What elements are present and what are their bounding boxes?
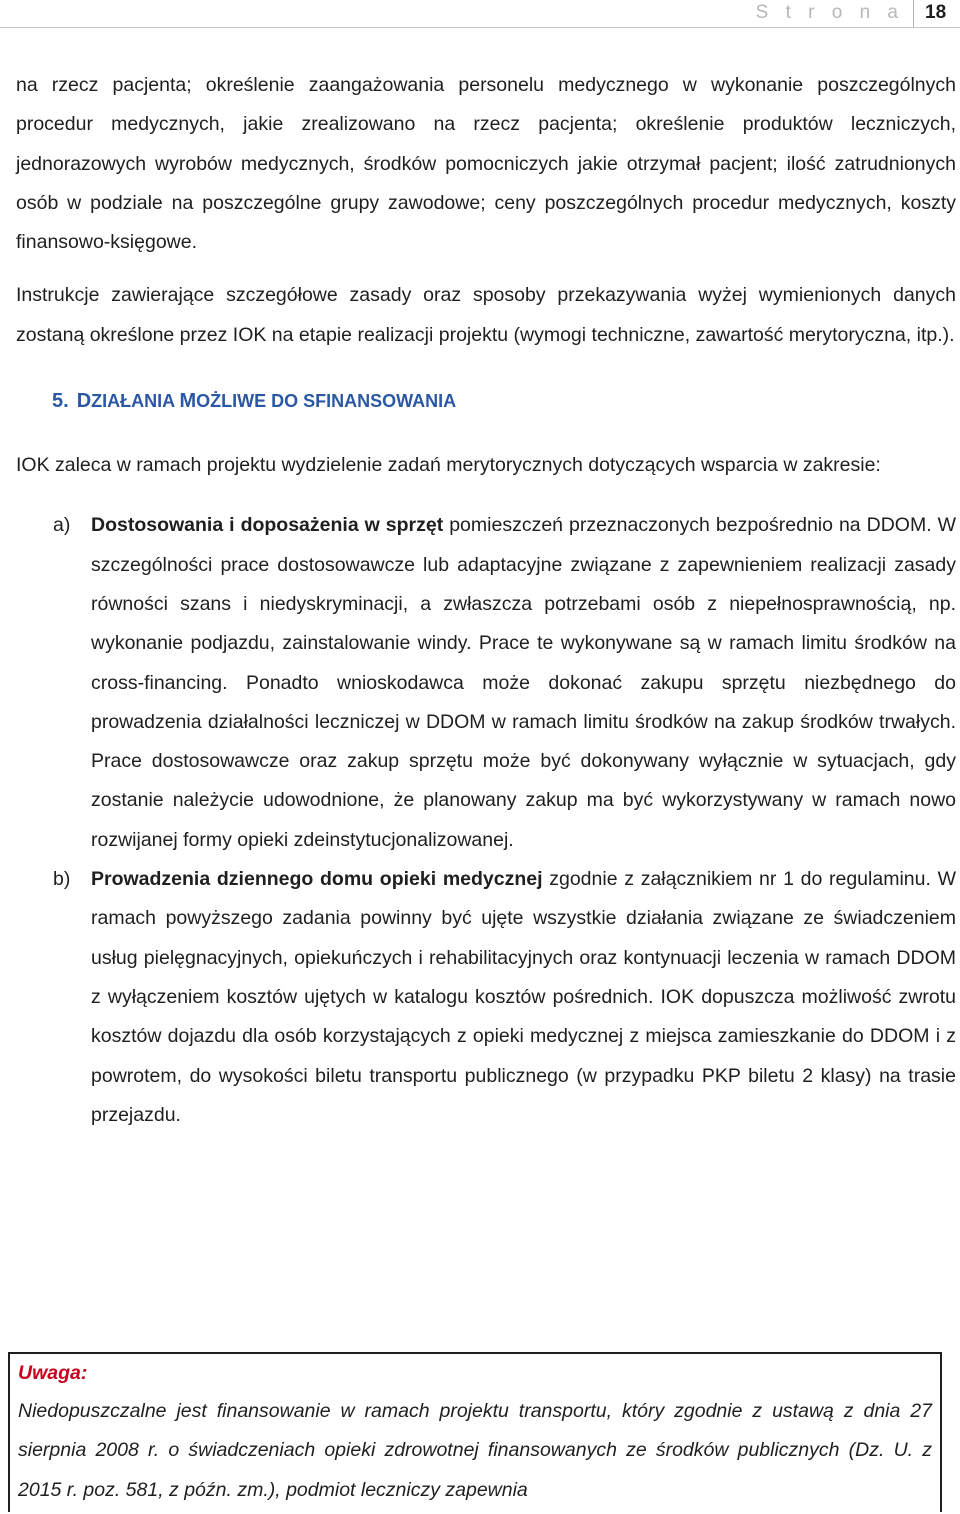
section-title-part-2: OŻLIWE DO SFINANSOWANIA	[196, 391, 457, 412]
document-body	[16, 66, 956, 1151]
header-rule	[0, 27, 960, 28]
header-separator	[913, 0, 914, 27]
note-text: Niedopuszczalne jest finansowanie w ramach projektu transportu, który zgodnie z ustawą z dnia 27 sierpnia 2008 r. o świadczeniach opieki zdrowotnej finansowanych ze środków publicznych (Dz. U. z 2015 r. poz. 581, z późn. zm.), podmiot leczniczy zapewnia	[18, 1400, 932, 1501]
section-title-part-1: ZIAŁANIA	[91, 391, 180, 412]
page-number: 18	[925, 2, 947, 23]
list-item-b	[16, 860, 956, 1135]
paragraph-data-reporting: na rzecz pacjenta; określenie zaangażowania personelu medycznego w wykonanie poszczególnych procedur medycznych, jakie zrealizowano na rzecz pacjenta; określenie produktów leczniczych, jednorazowych wyrobów medycznych, środków pomocniczych jakie otrzymał pacjent; ilość zatrudnionych osób w podziale na poszczególne grupy zawodowe; ceny poszczególnych procedur medycznych, koszty finansowo-księgowe.	[16, 74, 956, 254]
page-label: S t r o n a	[755, 2, 904, 23]
paragraph-instructions: Instrukcje zawierające szczegółowe zasady oraz sposoby przekazywania wyżej wymienionych danych zostaną określone przez IOK na etapie realizacji projektu (wymogi techniczne, zawartość merytoryczna, itp.).	[16, 284, 956, 346]
list-marker-a: a)	[53, 514, 71, 537]
list-marker-b: b)	[53, 868, 71, 891]
list-item-a-bold: Dostosowania i doposażenia w sprzęt	[91, 514, 444, 537]
paragraph-ioc-recommendation: IOK zaleca w ramach projektu wydzielenie zadań merytorycznych dotyczących wsparcia w zakresie:	[16, 454, 881, 477]
section-heading	[16, 385, 956, 417]
list-item-b-bold: Prowadzenia dziennego domu opieki medycznej	[91, 868, 543, 891]
note-title: Uwaga:	[18, 1362, 88, 1384]
note-box	[8, 1352, 942, 1512]
section-number: 5.	[52, 390, 69, 413]
list-item-b-text: zgodnie z załącznikiem nr 1 do regulaminu. W ramach powyższego zadania powinny być ujęte wszystkie działania związane ze świadczeniem usług pielęgnacyjnych, opiekuńczych i rehabilitacyjnych oraz kontynuacji leczenia w ramach DDOM z wyłączeniem kosztów ujętych w katalogu kosztów pośrednich. IOK dopuszcza możliwość zwrotu kosztów dojazdu dla osób korzystających z opieki medycznej z miejsca zamieszkanie do DDOM i z powrotem, do wysokości biletu transportu publicznego (w przypadku PKP biletu 2 klasy) na trasie przejazdu.	[91, 868, 956, 1126]
support-scope-list	[16, 506, 956, 1135]
page-header	[0, 0, 960, 28]
list-item-a	[16, 506, 956, 860]
section-title-initial: D	[76, 390, 92, 413]
list-item-a-text: pomieszczeń przeznaczonych bezpośrednio na DDOM. W szczególności prace dostosowawcze lub adaptacyjne związane z zapewnieniem realizacji zasady równości szans i niedyskryminacji, a zwłaszcza potrzebami osób z niepełnosprawnością, np. wykonanie podjazdu, zainstalowanie windy. Prace te wykonywane są w ramach limitu środków na cross-financing. Ponadto wnioskodawca może dokonać zakupu sprzętu niezbędnego do prowadzenia działalności leczniczej w DDOM w ramach limitu środków na zakup środków trwałych. Prace dostosowawcze oraz zakup sprzętu może być dokonywany wyłącznie w sytuacjach, gdy zostanie należycie udowodnione, że planowany zakup ma być wykorzystywany w ramach nowo rozwijanej formy opieki zdeinstytucjonalizowanej.	[91, 514, 956, 851]
section-title-initial-2: M	[179, 390, 197, 413]
